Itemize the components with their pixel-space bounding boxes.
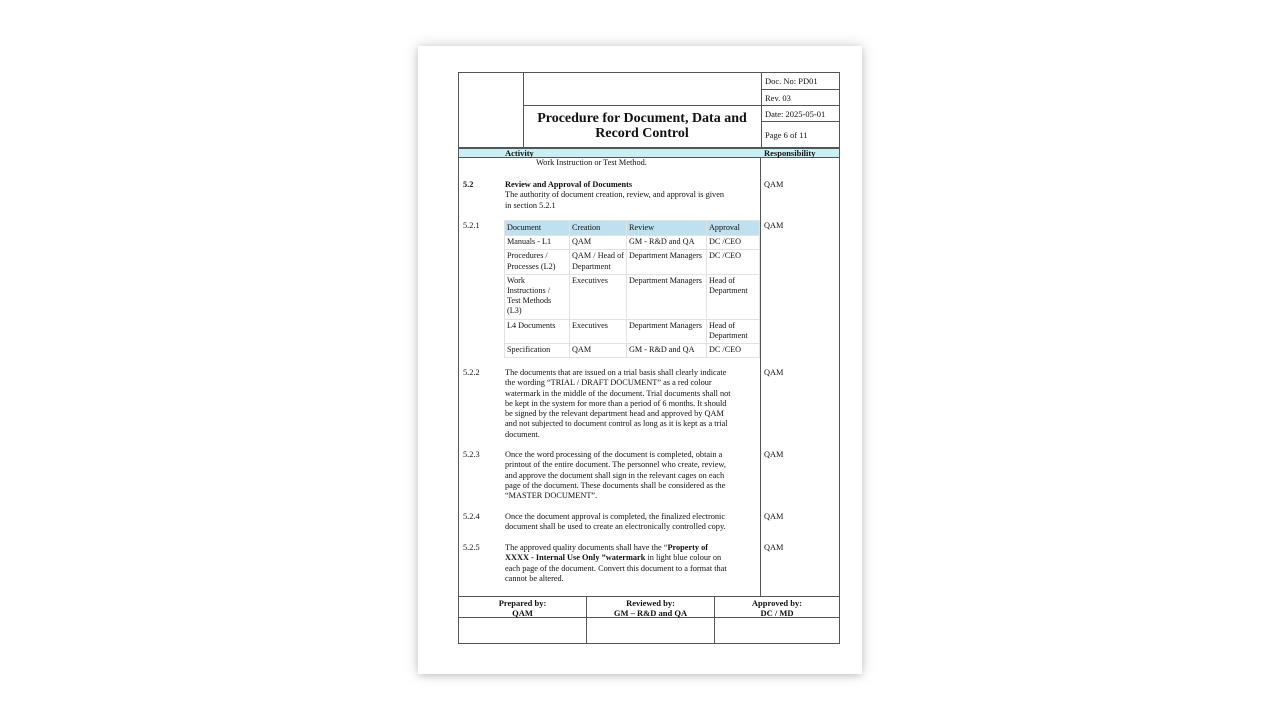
- section-line: each page of the document. Convert this document to a format that: [505, 563, 727, 573]
- section-body: [505, 512, 755, 533]
- doc-number: Doc. No: PD01: [762, 73, 840, 90]
- table-row: [505, 274, 760, 319]
- table-cell: Procedures / Processes (L2): [505, 250, 570, 274]
- prepared-label: Prepared by:: [498, 598, 547, 608]
- document-page: [418, 46, 862, 674]
- document-title: [523, 105, 761, 147]
- section-line: watermark in the middle of the document. Trial documents shall not: [505, 388, 731, 398]
- reviewed-column: [586, 597, 714, 644]
- prepared-label-block: [459, 597, 586, 618]
- table-cell: QAM: [570, 344, 627, 358]
- responsibility-header: Responsibility: [764, 148, 816, 158]
- section-line: be kept in the system for more than a period of 6 months. It should: [505, 398, 727, 408]
- document-meta: [761, 73, 840, 147]
- table-cell: Specification: [505, 344, 570, 358]
- reviewed-by: GM – R&D and QA: [613, 608, 688, 618]
- approved-by: DC / MD: [760, 608, 794, 618]
- text-run-bold: Property of: [667, 543, 709, 552]
- section-line: and approve the document shall sign in the relevant cages on each: [505, 470, 725, 480]
- section-line: in section 5.2.1: [505, 200, 556, 210]
- table-row: [505, 319, 760, 343]
- responsibility-value: QAM: [764, 221, 784, 230]
- section-line: cannot be altered.: [505, 573, 564, 583]
- table-row: [505, 236, 760, 250]
- section-number: 5.2.1: [463, 221, 480, 230]
- table-cell: DC /CEO: [707, 236, 760, 250]
- activity-header: Activity: [505, 148, 534, 158]
- approved-column: [714, 597, 839, 644]
- section-number: 5.2.4: [463, 512, 480, 521]
- table-header-cell: Approval: [707, 221, 760, 236]
- section-number: 5.2.2: [463, 368, 480, 377]
- table-cell: L4 Documents: [505, 319, 570, 343]
- section-line: document shall be used to create an electronically controlled copy.: [505, 522, 726, 532]
- text-run: in light blue colour on: [645, 553, 722, 563]
- table-cell: Department Managers: [627, 250, 707, 274]
- section-line: document.: [505, 429, 540, 439]
- section-title: Review and Approval of Documents: [505, 180, 633, 189]
- text-run: The approved quality documents shall have the “: [505, 543, 668, 552]
- table-cell: DC /CEO: [707, 344, 760, 358]
- page-number: Page 6 of 11: [765, 129, 808, 140]
- section-line: the wording “TRIAL / DRAFT DOCUMENT” as a red colour: [505, 378, 712, 388]
- approved-label-block: [715, 597, 839, 618]
- section-line: page of the document. These documents shall be considered as the: [505, 480, 726, 490]
- date: Date: 2025-05-01: [762, 106, 840, 122]
- responsibility-value: QAM: [764, 543, 784, 552]
- table-cell: Department Managers: [627, 274, 707, 319]
- table-cell: DC /CEO: [707, 250, 760, 274]
- table-row: [505, 344, 760, 358]
- prepared-column: [459, 597, 586, 644]
- table-header-cell: Creation: [570, 221, 627, 236]
- responsibility-value: QAM: [764, 180, 784, 189]
- section-body: [505, 180, 755, 211]
- table-header-row: [505, 221, 760, 236]
- reviewed-label: Reviewed by:: [626, 598, 675, 608]
- section-line: Once the document approval is completed, the finalized electronic: [505, 512, 726, 521]
- approved-label: Approved by:: [751, 598, 803, 608]
- signature-footer: [459, 596, 839, 644]
- table-cell: Department Managers: [627, 319, 707, 343]
- section-body: [505, 543, 755, 584]
- table-cell: Manuals - L1: [505, 236, 570, 250]
- table-cell: Head of Department: [707, 319, 760, 343]
- responsibility-value: QAM: [764, 450, 784, 459]
- column-header-bar: [459, 147, 839, 158]
- section-body: [505, 368, 755, 440]
- table-cell: QAM / Head of Department: [570, 250, 627, 274]
- document-frame: [458, 72, 840, 644]
- section-line: The documents that are issued on a trial basis shall clearly indicate: [505, 368, 727, 377]
- authority-table: [504, 220, 760, 358]
- logo-area: [459, 73, 524, 147]
- table-cell: GM - R&D and QA: [627, 344, 707, 358]
- section-line: printout of the entire document. The personnel who create, review,: [505, 460, 726, 470]
- table-cell: Work Instructions / Test Methods (L3): [505, 274, 570, 319]
- section-line: [505, 543, 755, 553]
- table-cell: Head of Department: [707, 274, 760, 319]
- title-line-1: Procedure for Document, Data and: [537, 111, 747, 126]
- section-line: The authority of document creation, review, and approval is given: [505, 190, 725, 200]
- section-number: 5.2: [463, 180, 474, 189]
- section-line: “MASTER DOCUMENT”.: [505, 491, 598, 501]
- reviewed-label-block: [587, 597, 714, 618]
- prepared-by: QAM: [512, 608, 533, 618]
- table-cell: Executives: [570, 319, 627, 343]
- table-cell: QAM: [570, 236, 627, 250]
- revision: Rev. 03: [762, 90, 840, 106]
- column-divider: [760, 158, 761, 596]
- table-cell: Executives: [570, 274, 627, 319]
- title-line-2: Record Control: [595, 126, 689, 141]
- section-line: Once the word processing of the document is completed, obtain a: [505, 450, 723, 459]
- table-row: [505, 250, 760, 274]
- section-line: be signed by the relevant department head and approved by QAM: [505, 409, 724, 419]
- table-header-cell: Review: [627, 221, 707, 236]
- title-spacer: [523, 73, 761, 106]
- section-number: 5.2.3: [463, 450, 480, 459]
- section-body: [505, 450, 755, 501]
- section-number: 5.2.5: [463, 543, 480, 552]
- responsibility-value: QAM: [764, 368, 784, 377]
- table-header-cell: Document: [505, 221, 570, 236]
- section-line: and not subjected to document control as long as it is kept as a trial: [505, 419, 728, 429]
- text-run-bold: XXXX - Internal Use Only ”watermark: [505, 553, 646, 563]
- responsibility-value: QAM: [764, 512, 784, 521]
- section-line: [505, 553, 755, 563]
- table-cell: GM - R&D and QA: [627, 236, 707, 250]
- carryover-text: Work Instruction or Test Method.: [536, 158, 647, 167]
